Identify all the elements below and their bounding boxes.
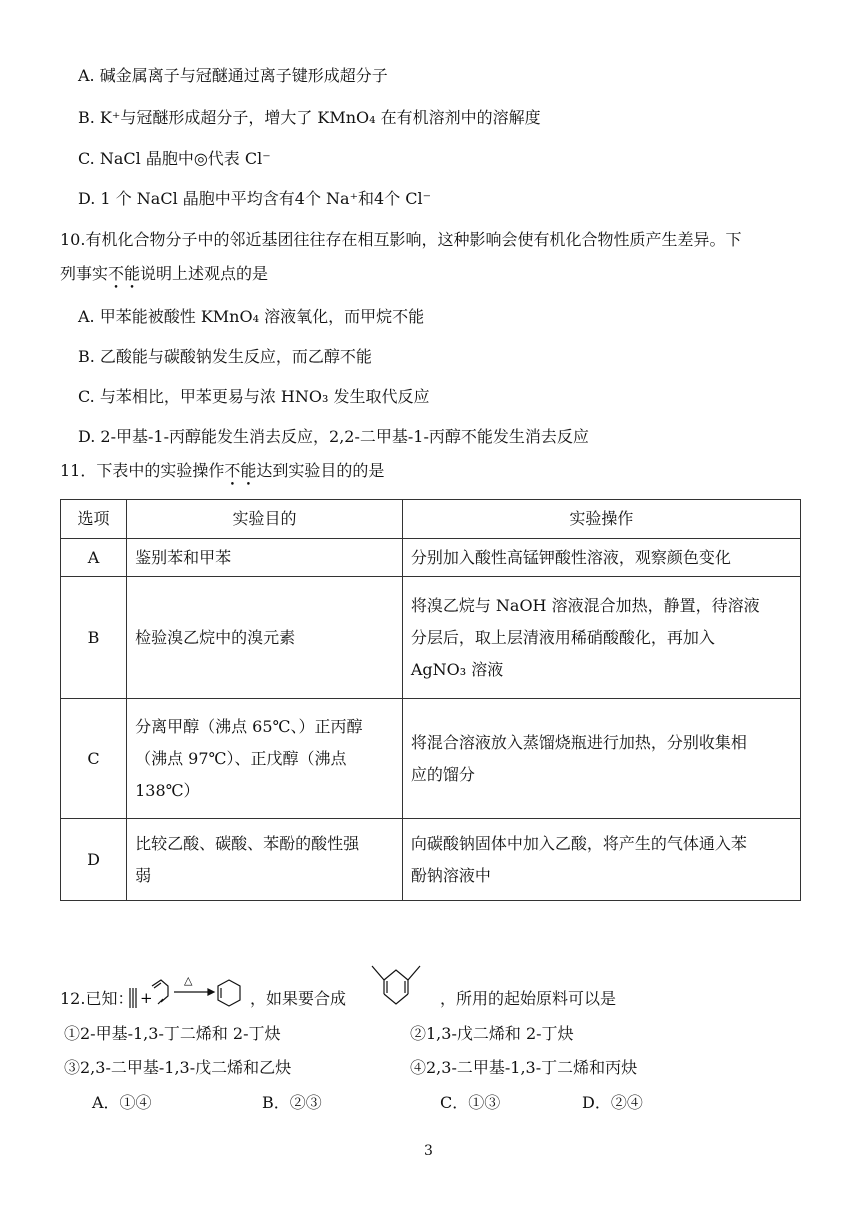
page-number: 3 — [424, 1143, 433, 1159]
q10-stem-line1: 10.有机化合物分子中的邻近基团往往存在相互影响，这种影响会使有机化合物性质产生差异。下 — [60, 230, 742, 249]
target-molecule-icon — [362, 946, 432, 1016]
header-operation: 实验操作 — [402, 500, 800, 539]
q12-middle: ，如果要合成 — [250, 989, 347, 1008]
q12-prefix: 12.已知： — [60, 989, 134, 1008]
q12-answer-b: B．②③ — [262, 1093, 322, 1112]
emphasis-dot-char: 能 — [240, 461, 257, 480]
q12-choice-3: ③2,3-二甲基-1,3-戊二烯和乙炔 — [64, 1058, 292, 1077]
q12-answer-c: C．①③ — [440, 1093, 501, 1112]
delta-label: △ — [184, 974, 193, 987]
q12-choice-1: ①2-甲基-1,3-丁二烯和 2-丁炔 — [64, 1024, 281, 1043]
emphasis-dot-char: 能 — [124, 264, 141, 283]
q9-option-c: C. NaCl 晶胞中◎代表 Cl⁻ — [78, 149, 271, 168]
q9-option-d: D. 1 个 NaCl 晶胞中平均含有4个 Na⁺和4个 Cl⁻ — [78, 189, 432, 208]
q10-option-b: B. 乙酸能与碳酸钠发生反应，而乙醇不能 — [78, 347, 372, 366]
row-purpose: 比较乙酸、碳酸、苯酚的酸性强 弱 — [127, 819, 403, 901]
row-purpose: 鉴别苯和甲苯 — [127, 539, 403, 577]
row-operation: 分别加入酸性高锰钾酸性溶液，观察颜色变化 — [402, 539, 800, 577]
diels-alder-scheme — [128, 972, 248, 1012]
cyclohexene-icon — [218, 980, 240, 1006]
header-option: 选项 — [61, 500, 127, 539]
row-option: B — [61, 577, 127, 699]
table-row — [61, 819, 801, 901]
row-option: D — [61, 819, 127, 901]
q10-stem-line2: 列事实不能说明上述观点的是 — [60, 264, 269, 283]
q9-option-a: A. 碱金属离子与冠醚通过离子键形成超分子 — [78, 66, 388, 85]
q10-option-a: A. 甲苯能被酸性 KMnO₄ 溶液氧化，而甲烷不能 — [78, 307, 425, 326]
row-purpose: 检验溴乙烷中的溴元素 — [127, 577, 403, 699]
alkyne-icon — [130, 988, 136, 1008]
q10-option-c: C. 与苯相比，甲苯更易与浓 HNO₃ 发生取代反应 — [78, 387, 430, 406]
q12-suffix: ，所用的起始原料可以是 — [440, 989, 617, 1008]
header-purpose: 实验目的 — [127, 500, 403, 539]
q12-answer-a: A．①④ — [92, 1093, 152, 1112]
row-option: C — [61, 699, 127, 819]
table-header-row — [61, 500, 801, 539]
table-row — [61, 577, 801, 699]
q11-stem: 11．下表中的实验操作不能达到实验目的的是 — [60, 461, 385, 480]
plus-sign: + — [140, 989, 153, 1007]
row-purpose: 分离甲醇（沸点 65℃、）正丙醇 （沸点 97℃）、正戊醇（沸点 138℃） — [127, 699, 403, 819]
q10-option-d: D. 2-甲基-1-丙醇能发生消去反应，2,2-二甲基-1-丙醇不能发生消去反应 — [78, 427, 589, 446]
table-row — [61, 699, 801, 819]
butadiene-icon — [152, 980, 168, 1004]
q9-option-b: B. K⁺与冠醚形成超分子，增大了 KMnO₄ 在有机溶剂中的溶解度 — [78, 108, 541, 127]
q12-choice-4: ④2,3-二甲基-1,3-丁二烯和丙炔 — [410, 1058, 638, 1077]
emphasis-dot-char: 不 — [108, 264, 125, 283]
q12-choice-2: ②1,3-戊二烯和 2-丁炔 — [410, 1024, 574, 1043]
table-row — [61, 539, 801, 577]
arrow-icon — [174, 989, 214, 995]
q12-answer-d: D．②④ — [582, 1093, 643, 1112]
experiment-table — [60, 499, 801, 901]
row-option: A — [61, 539, 127, 577]
row-operation: 将溴乙烷与 NaOH 溶液混合加热，静置，待溶液 分层后，取上层清液用稀硝酸酸化，再加入 AgNO₃ 溶液 — [402, 577, 800, 699]
row-operation: 向碳酸钠固体中加入乙酸，将产生的气体通入苯 酚钠溶液中 — [402, 819, 800, 901]
emphasis-dot-char: 不 — [224, 461, 241, 480]
row-operation: 将混合溶液放入蒸馏烧瓶进行加热，分别收集相 应的馏分 — [402, 699, 800, 819]
